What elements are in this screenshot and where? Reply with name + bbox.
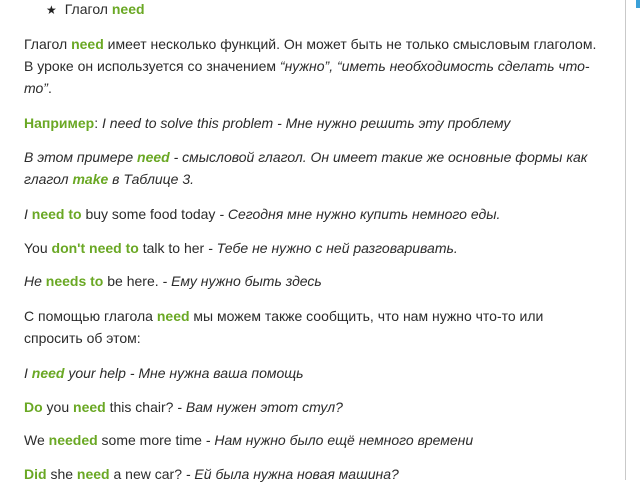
example-line-5: Do you need this chair? - Вам нужен этот стул? — [24, 399, 343, 415]
example-line-1: I need to buy some food today - Сегодня мне нужно купить немного еды. — [24, 206, 501, 222]
question-paragraph: С помощью глагола need мы можем также сообщить, что нам нужно что-то или спросить об этом: — [24, 308, 544, 346]
example-line-6: We needed some more time - Нам нужно было ещё немного времени — [24, 432, 474, 448]
example-intro: Например: I need to solve this problem - Мне нужно решить эту проблему — [24, 115, 511, 131]
example-line-3: He needs to be here. - Ему нужно быть здесь — [24, 273, 322, 289]
star-bullet-icon: ★ — [46, 3, 57, 17]
explanation-paragraph: В этом примере need - смысловой глагол. Он имеет такие же основные формы как глагол make в Таблице 3. — [24, 149, 588, 187]
scroll-indicator[interactable] — [636, 0, 640, 8]
intro-paragraph: Глагол need имеет несколько функций. Он может быть не только смысловым глаголом. В уроке он используется со значением “нужно”, “иметь необходимость сделать что-то”. — [24, 36, 597, 96]
example-line-4: I need your help - Мне нужна ваша помощь — [24, 365, 304, 381]
example-line-7: Did she need a new car? - Ей была нужна новая машина? — [24, 466, 399, 482]
section-heading: ★ Глагол need — [46, 1, 145, 17]
example-line-2: You don't need to talk to her - Тебе не нужно с ней разговаривать. — [24, 240, 458, 256]
